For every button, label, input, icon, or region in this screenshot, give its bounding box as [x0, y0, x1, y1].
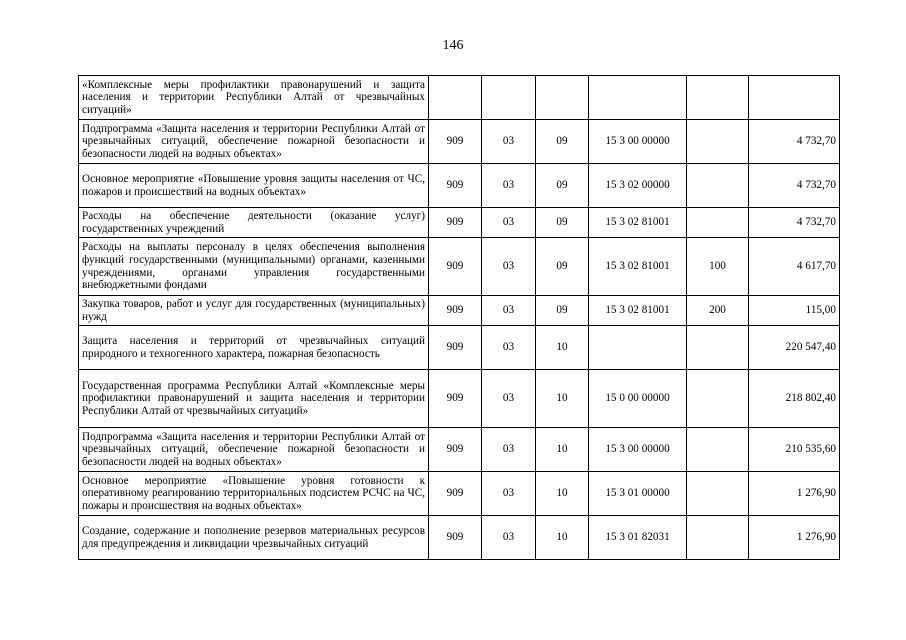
table-row: [79, 296, 840, 326]
row-target-code: 15 3 02 81001: [589, 238, 687, 296]
row-target-code: 15 3 00 00000: [589, 428, 687, 472]
row-amount: 4 732,70: [749, 164, 840, 208]
row-target-code: 15 3 02 00000: [589, 164, 687, 208]
table-row: [79, 428, 840, 472]
budget-table-body: [79, 76, 840, 560]
row-name: Подпрограмма «Защита населения и территории Республики Алтай от чрезвычайных ситуаций, обеспечение пожарной безопасности и безопасности людей на водных объектах»: [79, 120, 429, 164]
row-section: 03: [482, 164, 536, 208]
row-name: Создание, содержание и пополнение резервов материальных ресурсов для предупреждения и ликвидации чрезвычайных ситуаций: [79, 516, 429, 560]
table-row: [79, 208, 840, 238]
row-expense-type: [687, 472, 749, 516]
row-subsection: 10: [536, 516, 589, 560]
row-code: 909: [429, 296, 482, 326]
row-subsection: 10: [536, 472, 589, 516]
row-name: Закупка товаров, работ и услуг для государственных (муниципальных) нужд: [79, 296, 429, 326]
table-row: [79, 238, 840, 296]
row-target-code: 15 3 00 00000: [589, 120, 687, 164]
table-row: [79, 370, 840, 428]
row-expense-type: [687, 164, 749, 208]
row-code: 909: [429, 472, 482, 516]
row-name: Расходы на обеспечение деятельности (оказание услуг) государственных учреждений: [79, 208, 429, 238]
row-target-code: 15 3 01 00000: [589, 472, 687, 516]
row-name: «Комплексные меры профилактики правонарушений и защита населения и территории Республики Алтай от чрезвычайных ситуаций»: [79, 76, 429, 120]
row-amount: 4 617,70: [749, 238, 840, 296]
row-expense-type: [687, 120, 749, 164]
row-name: Основное мероприятие «Повышение уровня защиты населения от ЧС, пожаров и происшествий на водных объектах»: [79, 164, 429, 208]
row-code: [429, 76, 482, 120]
row-code: 909: [429, 428, 482, 472]
row-expense-type: [687, 516, 749, 560]
row-subsection: 10: [536, 428, 589, 472]
row-section: 03: [482, 370, 536, 428]
row-expense-type: 200: [687, 296, 749, 326]
row-amount: 1 276,90: [749, 472, 840, 516]
row-code: 909: [429, 208, 482, 238]
row-name: Подпрограмма «Защита населения и территории Республики Алтай от чрезвычайных ситуаций, обеспечение пожарной безопасности и безопасности людей на водных объектах»: [79, 428, 429, 472]
row-section: [482, 76, 536, 120]
row-name: Расходы на выплаты персоналу в целях обеспечения выполнения функций государственными (муниципальными) органами, казенными учреждениями, органами управления государственными внебюджетными фондами: [79, 238, 429, 296]
row-code: 909: [429, 238, 482, 296]
row-section: 03: [482, 296, 536, 326]
row-section: 03: [482, 120, 536, 164]
row-subsection: [536, 76, 589, 120]
row-code: 909: [429, 120, 482, 164]
row-subsection: 10: [536, 326, 589, 370]
row-expense-type: 100: [687, 238, 749, 296]
row-expense-type: [687, 428, 749, 472]
row-subsection: 09: [536, 120, 589, 164]
row-expense-type: [687, 76, 749, 120]
row-target-code: [589, 76, 687, 120]
row-name: Защита населения и территорий от чрезвычайных ситуаций природного и техногенного характера, пожарная безопасность: [79, 326, 429, 370]
row-section: 03: [482, 208, 536, 238]
row-target-code: 15 3 02 81001: [589, 208, 687, 238]
row-section: 03: [482, 238, 536, 296]
row-target-code: 15 0 00 00000: [589, 370, 687, 428]
row-subsection: 09: [536, 238, 589, 296]
table-row: [79, 472, 840, 516]
row-amount: 218 802,40: [749, 370, 840, 428]
table-row: [79, 326, 840, 370]
row-expense-type: [687, 370, 749, 428]
row-expense-type: [687, 208, 749, 238]
row-code: 909: [429, 516, 482, 560]
row-target-code: [589, 326, 687, 370]
row-amount: 115,00: [749, 296, 840, 326]
page-number: 146: [442, 38, 464, 53]
row-subsection: 09: [536, 164, 589, 208]
row-expense-type: [687, 326, 749, 370]
row-section: 03: [482, 326, 536, 370]
row-target-code: 15 3 02 81001: [589, 296, 687, 326]
row-name: Основное мероприятие «Повышение уровня готовности к оперативному реагированию территориальных подсистем РСЧС на ЧС, пожары и происшествия на водных объектах»: [79, 472, 429, 516]
row-subsection: 09: [536, 296, 589, 326]
row-amount: 220 547,40: [749, 326, 840, 370]
table-row: [79, 120, 840, 164]
row-subsection: 10: [536, 370, 589, 428]
row-amount: 1 276,90: [749, 516, 840, 560]
row-name: Государственная программа Республики Алтай «Комплексные меры профилактики правонарушений и защита населения и территории Республики Алтай от чрезвычайных ситуаций»: [79, 370, 429, 428]
row-code: 909: [429, 370, 482, 428]
row-target-code: 15 3 01 82031: [589, 516, 687, 560]
row-subsection: 09: [536, 208, 589, 238]
row-section: 03: [482, 428, 536, 472]
row-code: 909: [429, 326, 482, 370]
budget-table: [78, 75, 840, 560]
row-section: 03: [482, 516, 536, 560]
row-amount: 4 732,70: [749, 208, 840, 238]
row-code: 909: [429, 164, 482, 208]
row-amount: 4 732,70: [749, 120, 840, 164]
table-row: [79, 164, 840, 208]
row-amount: 210 535,60: [749, 428, 840, 472]
row-amount: [749, 76, 840, 120]
row-section: 03: [482, 472, 536, 516]
table-row: [79, 76, 840, 120]
table-row: [79, 516, 840, 560]
